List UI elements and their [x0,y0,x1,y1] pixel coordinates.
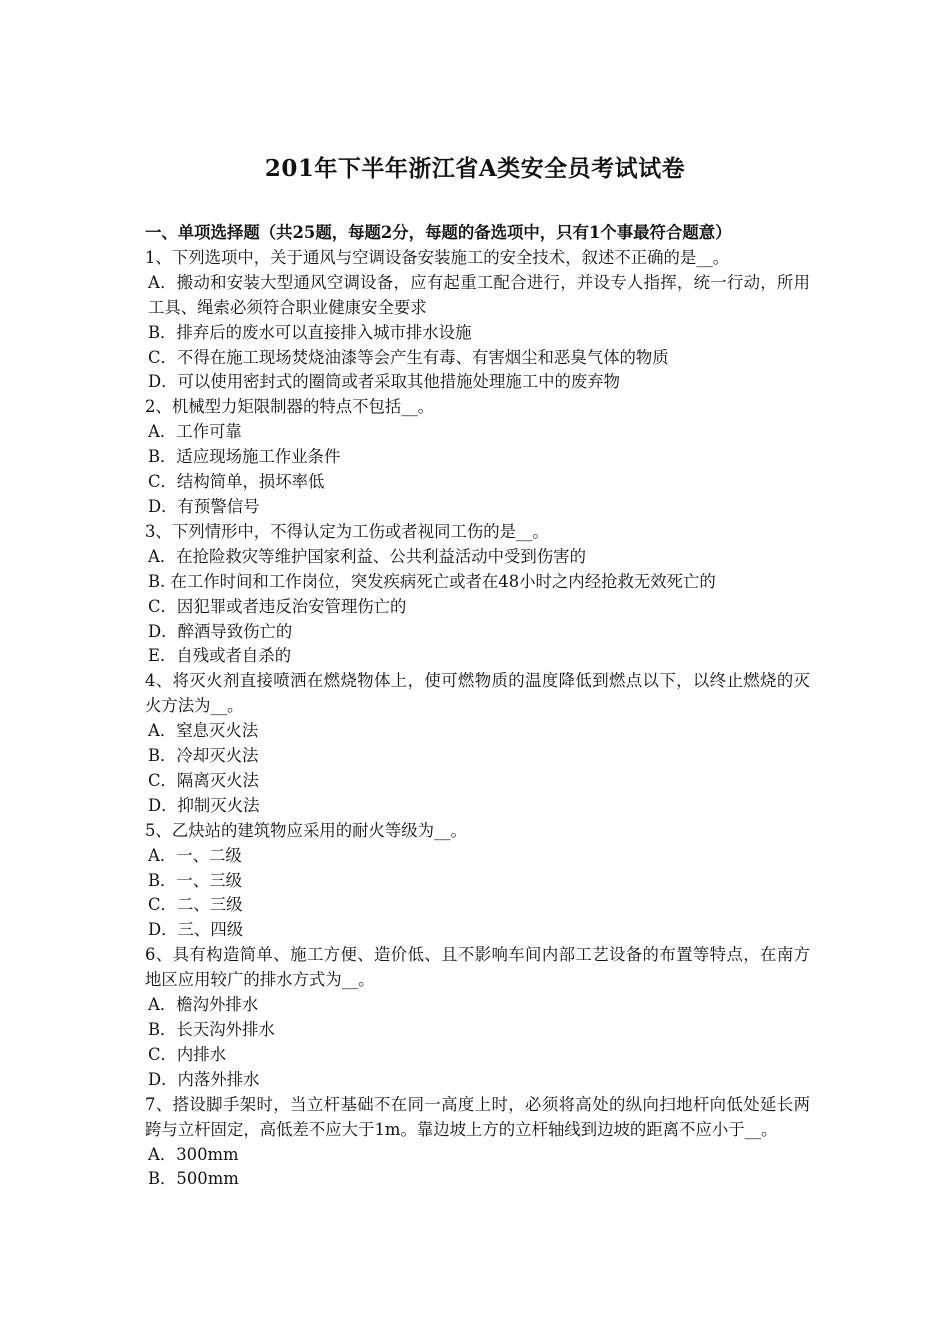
option-c: C．不得在施工现场焚烧油漆等会产生有毒、有害烟尘和恶臭气体的物质 [148,347,669,367]
option-c: C．二、三级 [148,895,243,915]
option-d: D．醉酒导致伤亡的 [148,621,293,641]
question-stem: 2、机械型力矩限制器的特点不包括__。 [145,397,435,417]
option-c: C．因犯罪或者违反治安管理伤亡的 [148,596,407,616]
option-b: B．长天沟外排水 [148,1020,275,1039]
option-d: D．有预警信号 [148,496,260,516]
question-stem: 3、下列情形中，不得认定为工伤或者视同工伤的是__。 [145,521,549,541]
question-stem: 1、下列选项中，关于通风与空调设备安装施工的安全技术，叙述不正确的是__。 [145,247,730,267]
question-6 [145,943,810,1092]
question-stem: 4、将灭火剂直接喷洒在燃烧物体上，使可燃物质的温度降低到燃点以下，以终止燃烧的灭火方法为__。 [145,671,810,716]
option-c: C．内排水 [148,1044,227,1064]
question-stem: 7、搭设脚手架时，当立杆基础不在同一高度上时，必须将高处的纵向扫地杆向低处延长两跨与立杆固定，高低差不应大于1m。靠边坡上方的立杆轴线到边坡的距离不应小于__。 [145,1094,810,1139]
option-b: B．一、三级 [148,870,242,890]
question-7 [145,1093,810,1193]
option-b: B．冷却灭火法 [148,746,259,766]
question-3 [145,520,810,669]
option-c: C．结构简单，损坏率低 [148,472,325,492]
document-title: 201年下半年浙江省A类安全员考试试卷 [264,155,686,182]
option-a: A．工作可靠 [148,422,242,442]
option-a: A．在抢险救灾等维护国家利益、公共利益活动中受到伤害的 [148,546,586,566]
option-b: B．排弃后的废水可以直接排入城市排水设施 [148,322,472,342]
option-b: B. 在工作时间和工作岗位，突发疾病死亡或者在48小时之内经抢救无效死亡的 [148,571,716,591]
option-a: A．檐沟外排水 [148,995,259,1015]
exam-content [145,221,810,1192]
option-d: D．抑制灭火法 [148,795,260,815]
option-d: D．三、四级 [148,920,244,940]
question-4 [145,669,810,818]
question-2 [145,395,810,520]
option-a: A．搬动和安装大型通风空调设备，应有起重工配合进行，并设专人指挥，统一行动，所用工具、绳索必须符合职业健康安全要求 [148,272,810,317]
question-stem: 6、具有构造简单、施工方便、造价低、且不影响车间内部工艺设备的布置等特点，在南方地区应用较广的排水方式为__。 [145,945,810,990]
question-1 [145,246,810,395]
option-d: D．可以使用密封式的圈筒或者采取其他措施处理施工中的废弃物 [148,372,621,392]
option-d: D．内落外排水 [148,1069,260,1089]
option-a: A．300mm [148,1144,239,1164]
option-c: C．隔离灭火法 [148,770,259,790]
question-stem: 5、乙炔站的建筑物应采用的耐火等级为__。 [145,820,467,840]
section-heading: 一、单项选择题（共25题，每题2分，每题的备选项中，只有1个事最符合题意） [145,223,732,242]
option-a: A．一、二级 [148,845,242,865]
option-e: E．自残或者自杀的 [148,646,292,666]
option-a: A．窒息灭火法 [148,721,259,741]
option-b: B．500mm [148,1169,239,1189]
question-5 [145,819,810,944]
option-b: B．适应现场施工作业条件 [148,447,341,467]
